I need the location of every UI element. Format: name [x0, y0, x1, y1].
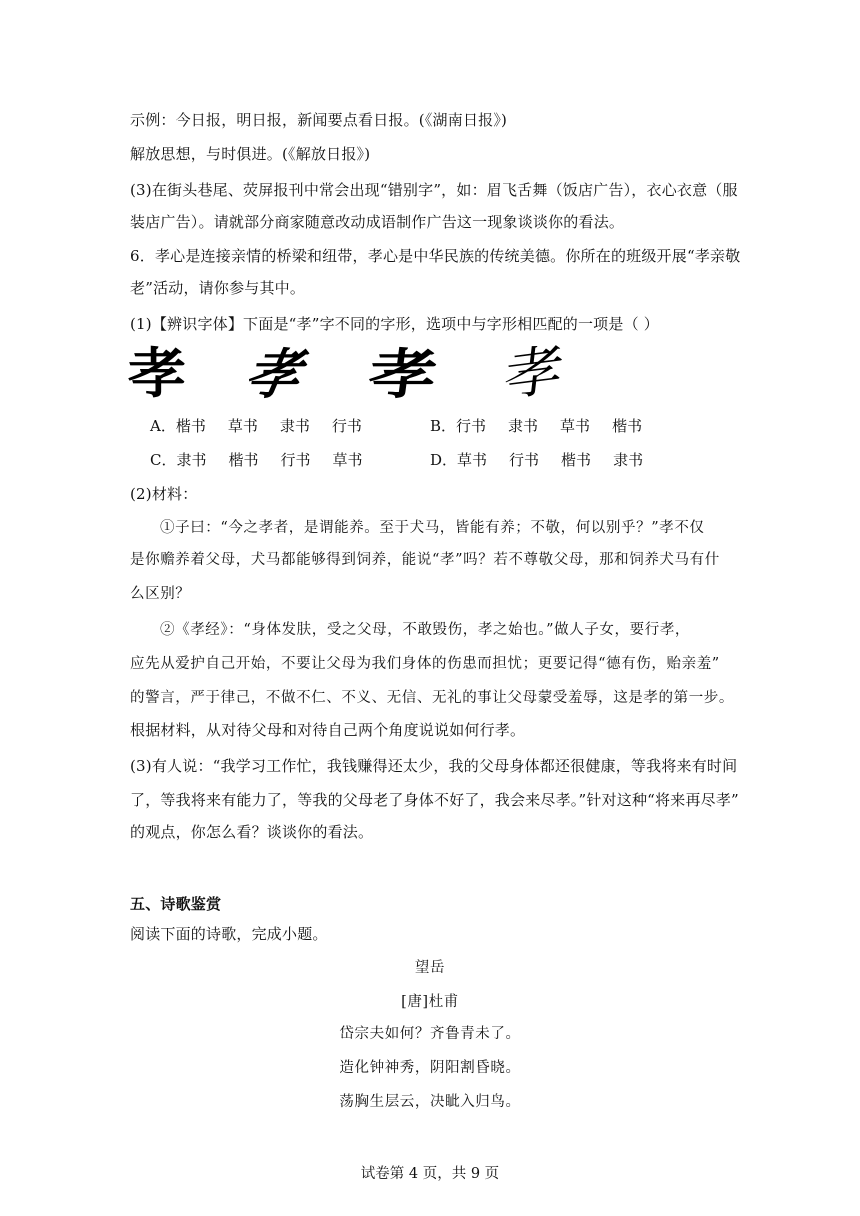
question-3-text-2: 装店广告）。请就部分商家随意改动成语制作广告这一现象谈谈你的看法。	[130, 213, 625, 231]
option-a-2: 草书	[227, 417, 258, 435]
option-b-3: 草书	[560, 417, 591, 435]
example-line-2: 解放思想，与时俱进。(《解放日报》)	[130, 145, 371, 163]
option-c-label: C．隶书	[150, 451, 207, 469]
section-5-intro: 阅读下面的诗歌，完成小题。	[130, 925, 328, 943]
material-heading: (2)材料：	[130, 485, 198, 503]
option-a[interactable]	[150, 416, 384, 436]
option-d-3: 楷书	[561, 451, 592, 469]
option-c[interactable]	[150, 450, 385, 470]
material-1-line-3: 么区别？	[130, 586, 191, 602]
option-a-4: 行书	[331, 417, 362, 435]
page-footer: 试卷第 4 页，共 9 页	[360, 1166, 500, 1182]
sub-question-3-line-1: (3)有人说：“我学习工作忙，我钱赚得还太少，我的父母身体都还很健康，等我将来有时间	[130, 757, 738, 775]
question-6-text-1: 6．孝心是连接亲情的桥梁和纽带，孝心是中华民族的传统美德。你所在的班级开展“孝亲敬	[130, 247, 741, 265]
sub-question-3-line-2: 了，等我将来有能力了，等我的父母老了身体不好了，我会来尽孝。”针对这种“将来再尽孝”	[130, 791, 739, 809]
option-d-label: D．草书	[430, 451, 488, 469]
poem-author: [唐]杜甫	[401, 994, 459, 1010]
poem-title: 望岳	[414, 960, 446, 976]
material-1-line-2: 是你赡养着父母，犬马都能够得到饲养，能说“孝”吗？若不尊敬父母，那和饲养犬马有什	[130, 552, 720, 568]
option-b-2: 隶书	[508, 417, 539, 435]
option-a-label: A．楷书	[150, 417, 206, 435]
sub-question-3-line-3: 的观点，你怎么看？谈谈你的看法。	[130, 823, 374, 841]
option-b-4: 楷书	[612, 417, 643, 435]
calligraphy-char-4: 孝	[494, 338, 564, 409]
calligraphy-char-2: 孝	[240, 342, 306, 406]
option-b-label: B．行书	[430, 417, 487, 435]
poem-line-1: 岱宗夫如何？齐鲁青未了。	[339, 1026, 521, 1042]
option-c-4: 草书	[332, 451, 363, 469]
material-2-line-3: 的警言，严于律己，不做不仁、不义、无信、无礼的事让父母蒙受羞辱，这是孝的第一步。	[130, 690, 734, 706]
question-3-text-1: (3)在街头巷尾、荧屏报刊中常会出现“错别字”，如：眉飞舌舞（饭店广告），衣心衣意（服	[130, 181, 738, 199]
calligraphy-char-1: 孝	[127, 342, 187, 405]
section-5-heading: 五、诗歌鉴赏	[130, 895, 222, 913]
example-line-1: 示例：今日报，明日报，新闻要点看日报。(《湖南日报》)	[130, 111, 508, 129]
calligraphy-samples	[127, 338, 570, 409]
option-c-3: 行书	[280, 451, 311, 469]
option-d-2: 行书	[509, 451, 540, 469]
material-question: 根据材料，从对待父母和对待自己两个角度说说如何行孝。	[130, 721, 526, 739]
material-2-line-2: 应先从爱护自己开始，不要让父母为我们身体的伤患而担忧；更要记得“德有伤，贻亲羞”	[130, 656, 720, 672]
option-d-4: 隶书	[613, 451, 644, 469]
option-a-3: 隶书	[279, 417, 310, 435]
material-1-line-1: ①子曰：“今之孝者，是谓能养。至于犬马，皆能有养；不敬，何以别乎？”孝不仅	[160, 520, 705, 536]
poem-line-2: 造化钟神秀，阴阳割昏晓。	[339, 1060, 521, 1076]
option-c-2: 楷书	[228, 451, 259, 469]
calligraphy-char-3: 孝	[365, 342, 441, 406]
option-d[interactable]	[430, 450, 665, 470]
option-b[interactable]	[430, 416, 664, 436]
poem-line-3: 荡胸生层云，决眦入归鸟。	[339, 1094, 521, 1110]
material-2-line-1: ②《孝经》：“身体发肤，受之父母，不敢毁伤，孝之始也。”做人子女，要行孝，	[160, 622, 691, 638]
question-6-text-2: 老”活动，请你参与其中。	[130, 279, 306, 297]
sub-question-1-text: (1)【辨识字体】下面是“孝”字不同的字形，选项中与字形相匹配的一项是（ ）	[130, 315, 659, 333]
